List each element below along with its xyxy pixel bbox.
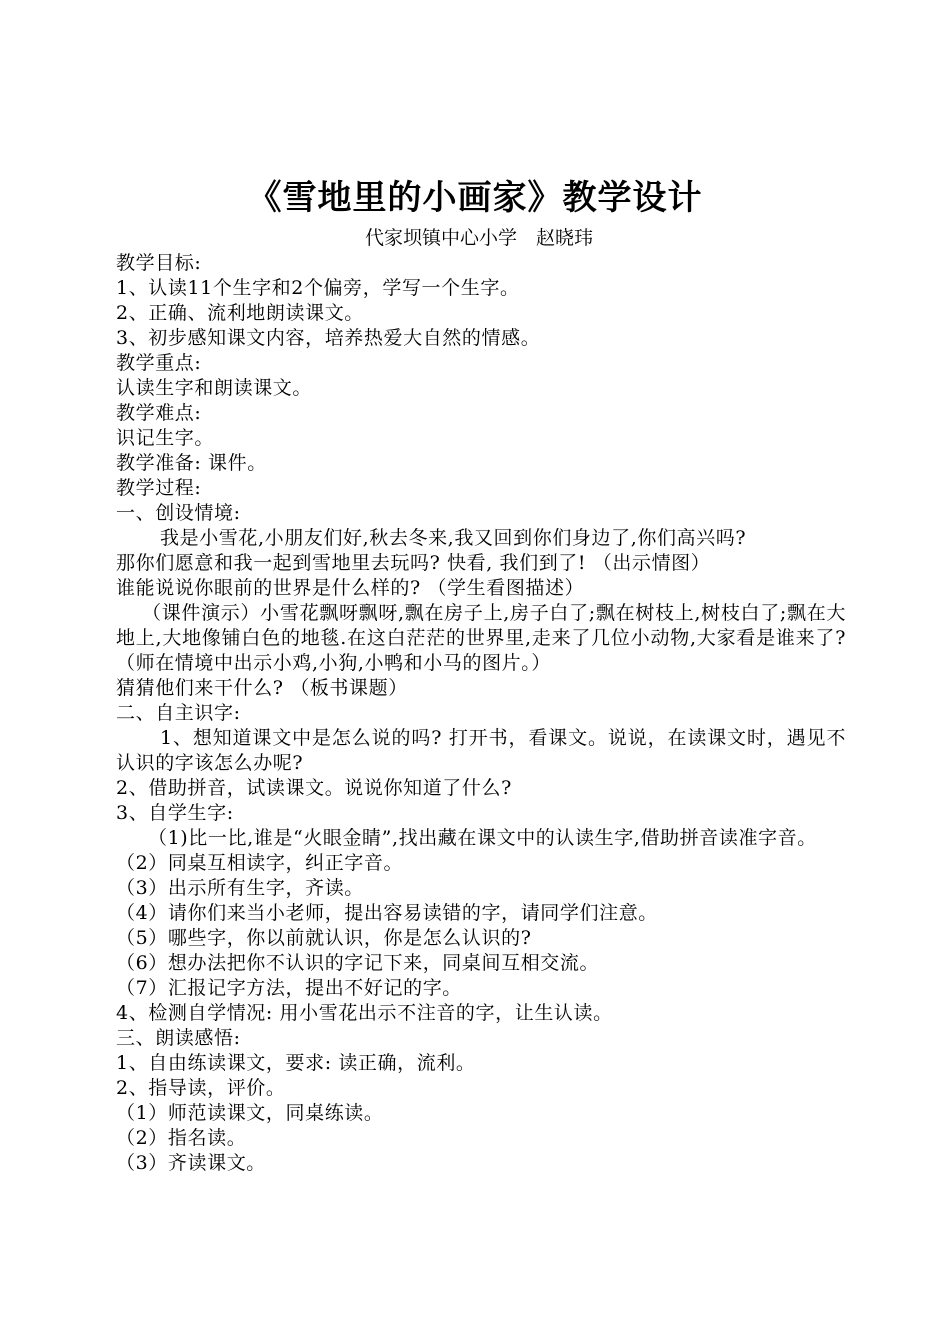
list-item: 4、检测自学情况: 用小雪花出示不注音的字，让生认读。 [116,1002,613,1024]
subsection-heading: 一、创设情境: [116,502,241,524]
section-heading: 教学目标: [116,252,202,274]
subsection-heading: 三、朗读感悟: [116,1027,241,1049]
list-item: （3）出示所有生字，齐读。 [116,877,364,899]
paragraph: 识记生字。 [116,427,215,449]
document-title: 《雪地里的小画家》教学设计 [247,178,703,218]
list-item: 2、指导读，评价。 [116,1077,286,1099]
section-heading: 教学准备: 课件。 [116,452,267,474]
list-item: （1)比一比,谁是“火眼金睛”,找出藏在课文中的认读生字,借助拼音读准字音。 [148,827,817,849]
list-item: （6）想办法把你不认识的字记下来，同桌间互相交流。 [116,952,600,974]
list-item: （3）齐读课文。 [116,1152,266,1174]
paragraph: 认读生字和朗读课文。 [116,377,313,399]
subsection-heading: 二、自主识字: [116,702,241,724]
paragraph: （课件演示）小雪花飘呀飘呀,飘在房子上,房子白了;飘在树枝上,树枝白了;飘在大地上,大地像铺白色的地毯.在这白茫茫的世界里,走来了几位小动物,大家看是谁来了?（师在情境中出示小鸡,小狗,小鸭和小马的图片。） [116,602,846,674]
section-heading: 教学难点: [116,402,202,424]
document-author: 代家坝镇中心小学 赵晓玮 [364,227,593,249]
paragraph: 1、想知道课文中是怎么说的吗? 打开书，看课文。说说，在读课文时，遇见不认识的字该怎么办呢? [116,727,846,774]
paragraph: 谁能说说你眼前的世界是什么样的? （学生看图描述） [116,577,585,599]
list-item: （7）汇报记字方法，提出不好记的字。 [116,977,462,999]
list-item: （1）师范读课文，同桌练读。 [116,1102,384,1124]
list-item: 2、借助拼音，试读课文。说说你知道了什么? [116,777,512,799]
paragraph: 我是小雪花,小朋友们好,秋去冬来,我又回到你们身边了,你们高兴吗? [160,527,747,549]
section-heading: 教学过程: [116,477,202,499]
list-item: 3、自学生字: [116,802,234,824]
document-body [116,251,846,1176]
list-item: 3、初步感知课文内容，培养热爱大自然的情感。 [116,327,541,349]
paragraph: 那你们愿意和我一起到雪地里去玩吗? 快看, 我们到了! （出示情图） [116,552,711,574]
list-item: 1、认读11个生字和2个偏旁，学写一个生字。 [116,277,520,299]
list-item: （4）请你们来当小老师，提出容易读错的字，请同学们注意。 [116,902,658,924]
paragraph: 猜猜他们来干什么? （板书课题） [116,677,408,699]
list-item: （5）哪些字，你以前就认识，你是怎么认识的? [116,927,532,949]
list-item: （2）指名读。 [116,1127,247,1149]
list-item: 1、自由练读课文，要求: 读正确，流利。 [116,1052,476,1074]
section-heading: 教学重点: [116,352,202,374]
list-item: 2、正确、流利地朗读课文。 [116,302,364,324]
list-item: （2）同桌互相读字，纠正字音。 [116,852,404,874]
